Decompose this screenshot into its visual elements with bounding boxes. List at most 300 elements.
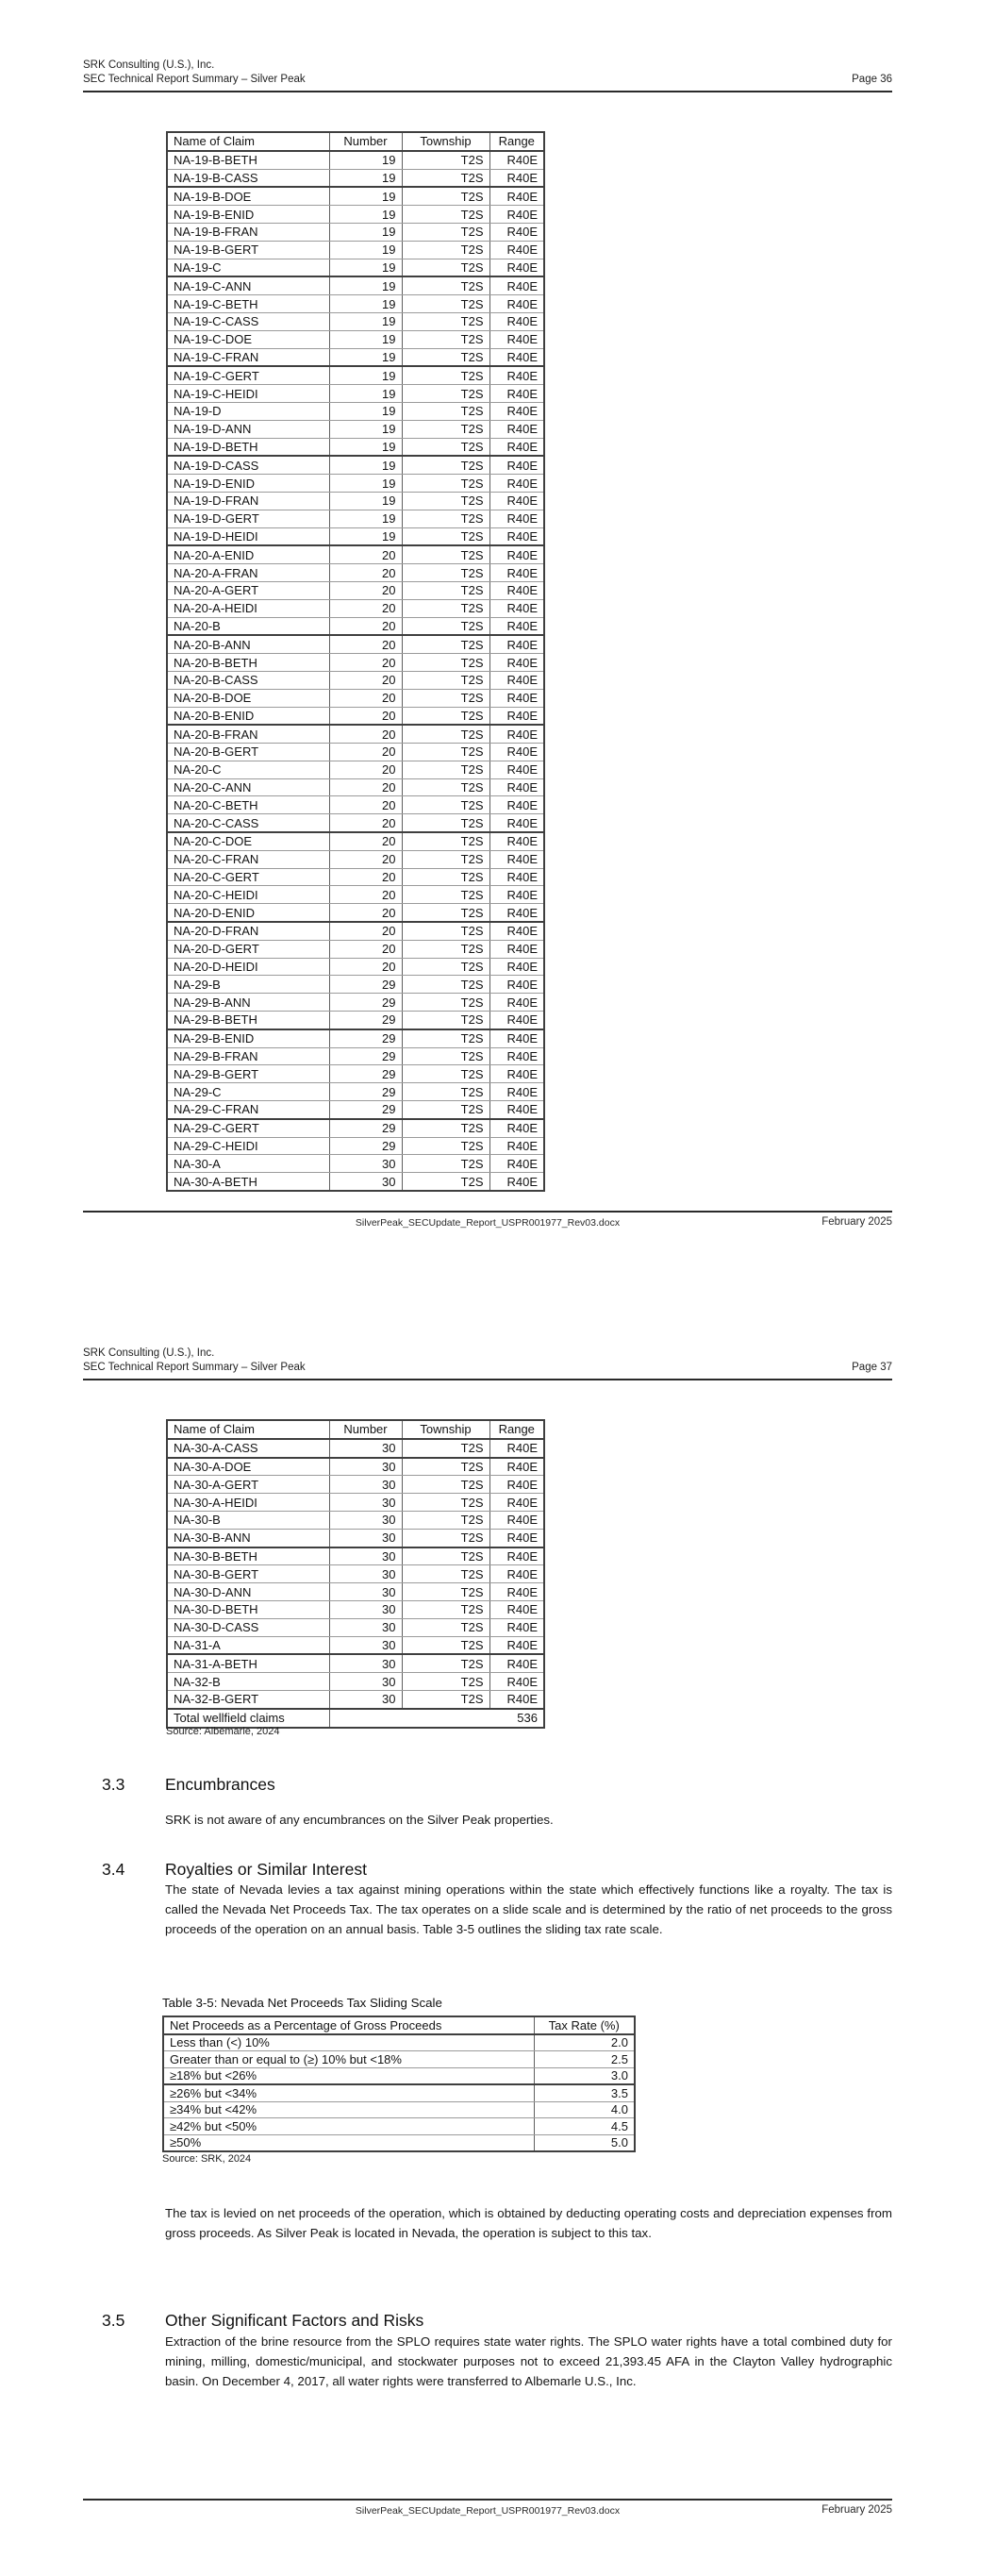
- cell: R40E: [489, 241, 544, 259]
- cell: R40E: [489, 1600, 544, 1618]
- table-row: [167, 492, 544, 510]
- cell: NA-20-C-ANN: [167, 778, 329, 796]
- table-row: [167, 1047, 544, 1065]
- cell: T2S: [402, 1155, 489, 1173]
- cell: 3.0: [534, 2067, 635, 2084]
- cell: 20: [329, 599, 402, 617]
- cell: 20: [329, 778, 402, 796]
- cell: T2S: [402, 635, 489, 653]
- section-number: 3.4: [102, 1860, 125, 1879]
- cell: NA-19-B-ENID: [167, 206, 329, 224]
- cell: NA-30-A-BETH: [167, 1173, 329, 1191]
- page-number: Page 37: [852, 1362, 892, 1373]
- cell: R40E: [489, 1047, 544, 1065]
- cell: 2.5: [534, 2051, 635, 2068]
- total-row: [167, 1709, 544, 1728]
- cell: 20: [329, 744, 402, 761]
- cell: T2S: [402, 886, 489, 904]
- footer-date: February 2025: [821, 2504, 892, 2516]
- table-row: [167, 744, 544, 761]
- cell: T2S: [402, 564, 489, 582]
- cell: NA-30-A-CASS: [167, 1439, 329, 1458]
- header-report-title: [83, 73, 892, 87]
- page-header: [83, 1347, 892, 1380]
- cell: 30: [329, 1618, 402, 1636]
- cell: NA-20-B: [167, 617, 329, 635]
- cell: R40E: [489, 366, 544, 384]
- cell: T2S: [402, 976, 489, 994]
- cell: 29: [329, 1012, 402, 1029]
- cell: R40E: [489, 1137, 544, 1155]
- cell: NA-19-D-ENID: [167, 475, 329, 493]
- cell: R40E: [489, 1654, 544, 1672]
- cell: 29: [329, 994, 402, 1012]
- cell: T2S: [402, 1173, 489, 1191]
- cell: R40E: [489, 707, 544, 725]
- table-row: [167, 564, 544, 582]
- cell: NA-29-B: [167, 976, 329, 994]
- cell: 30: [329, 1458, 402, 1476]
- table-row: [167, 223, 544, 241]
- cell: R40E: [489, 475, 544, 493]
- cell: R40E: [489, 1155, 544, 1173]
- cell: 19: [329, 420, 402, 438]
- cell: NA-29-B-ANN: [167, 994, 329, 1012]
- cell: T2S: [402, 1618, 489, 1636]
- table-row: [167, 1029, 544, 1047]
- cell: NA-30-B: [167, 1511, 329, 1529]
- table-row: [167, 1654, 544, 1672]
- table-row: [167, 581, 544, 599]
- cell: NA-30-A-HEIDI: [167, 1494, 329, 1512]
- cell: 20: [329, 832, 402, 850]
- table-row: [167, 1636, 544, 1654]
- cell: NA-19-B-DOE: [167, 187, 329, 205]
- table-row: [167, 958, 544, 976]
- cell: ≥50%: [163, 2134, 534, 2151]
- cell: ≥18% but <26%: [163, 2067, 534, 2084]
- cell: NA-20-C-DOE: [167, 832, 329, 850]
- cell: R40E: [489, 510, 544, 527]
- cell: T2S: [402, 868, 489, 886]
- cell: NA-20-D-FRAN: [167, 922, 329, 940]
- cell: T2S: [402, 671, 489, 689]
- table-row: [167, 276, 544, 294]
- cell: 20: [329, 850, 402, 868]
- cell: NA-20-B-FRAN: [167, 725, 329, 743]
- cell: R40E: [489, 295, 544, 313]
- cell: 19: [329, 223, 402, 241]
- section-number: 3.5: [102, 2311, 125, 2330]
- cell: NA-20-B-BETH: [167, 654, 329, 672]
- cell: NA-31-A: [167, 1636, 329, 1654]
- table-row: [167, 259, 544, 276]
- cell: NA-20-C-BETH: [167, 796, 329, 814]
- cell: T2S: [402, 1047, 489, 1065]
- claims-table-source: Source: Albemarle, 2024: [166, 1726, 280, 1737]
- cell: 20: [329, 922, 402, 940]
- cell: T2S: [402, 1673, 489, 1691]
- cell: NA-29-C: [167, 1083, 329, 1101]
- table-row: [167, 654, 544, 672]
- cell: T2S: [402, 492, 489, 510]
- table-row: [167, 385, 544, 403]
- cell: R40E: [489, 689, 544, 707]
- cell: NA-30-A-DOE: [167, 1458, 329, 1476]
- cell: R40E: [489, 1083, 544, 1101]
- cell: T2S: [402, 330, 489, 348]
- cell: NA-30-A-GERT: [167, 1476, 329, 1494]
- cell: T2S: [402, 778, 489, 796]
- cell: R40E: [489, 832, 544, 850]
- cell: R40E: [489, 1458, 544, 1476]
- table-row: [167, 545, 544, 563]
- table-row: [167, 206, 544, 224]
- cell: 19: [329, 348, 402, 366]
- cell: NA-19-B-BETH: [167, 151, 329, 169]
- table-row: [163, 2051, 635, 2068]
- cell: 19: [329, 312, 402, 330]
- table-row: [167, 1600, 544, 1618]
- cell: NA-29-C-HEIDI: [167, 1137, 329, 1155]
- cell: T2S: [402, 1565, 489, 1583]
- cell: NA-19-D: [167, 402, 329, 420]
- table-row: [167, 1618, 544, 1636]
- cell: T2S: [402, 187, 489, 205]
- cell: T2S: [402, 1547, 489, 1565]
- cell: 4.5: [534, 2118, 635, 2135]
- cell: 20: [329, 707, 402, 725]
- cell: T2S: [402, 814, 489, 832]
- cell: R40E: [489, 635, 544, 653]
- table-row: [167, 330, 544, 348]
- cell: 5.0: [534, 2134, 635, 2151]
- cell: R40E: [489, 958, 544, 976]
- cell: R40E: [489, 276, 544, 294]
- table-row: [167, 348, 544, 366]
- cell: T2S: [402, 1065, 489, 1083]
- cell: R40E: [489, 1494, 544, 1512]
- cell: 20: [329, 689, 402, 707]
- cell: T2S: [402, 1083, 489, 1101]
- table-row: [167, 976, 544, 994]
- cell: R40E: [489, 1618, 544, 1636]
- table-row: [167, 904, 544, 922]
- section-title: Encumbrances: [165, 1775, 275, 1794]
- cell: 30: [329, 1600, 402, 1618]
- table-row: [167, 1101, 544, 1119]
- cell: 29: [329, 1047, 402, 1065]
- column-header: Tax Rate (%): [534, 2016, 635, 2034]
- total-value: 536: [329, 1709, 544, 1728]
- cell: T2S: [402, 1690, 489, 1708]
- table-row: [163, 2084, 635, 2101]
- cell: 29: [329, 1119, 402, 1137]
- table-row: [167, 886, 544, 904]
- table-row: [167, 1119, 544, 1137]
- cell: NA-29-C-FRAN: [167, 1101, 329, 1119]
- cell: 29: [329, 1065, 402, 1083]
- cell: 19: [329, 456, 402, 474]
- table-row: [167, 761, 544, 778]
- cell: NA-29-B-BETH: [167, 1012, 329, 1029]
- cell: T2S: [402, 617, 489, 635]
- cell: 20: [329, 635, 402, 653]
- table-row: [167, 922, 544, 940]
- cell: R40E: [489, 1583, 544, 1601]
- claims-table-page36: [166, 131, 545, 1192]
- cell: NA-20-A-HEIDI: [167, 599, 329, 617]
- cell: Less than (<) 10%: [163, 2034, 534, 2051]
- section-title: Other Significant Factors and Risks: [165, 2311, 424, 2330]
- table-row: [167, 814, 544, 832]
- cell: R40E: [489, 904, 544, 922]
- table-3-5-caption: Table 3-5: Nevada Net Proceeds Tax Sliding Scale: [162, 1996, 442, 2010]
- table-row: [167, 1547, 544, 1565]
- table-row: [167, 689, 544, 707]
- cell: T2S: [402, 1494, 489, 1512]
- cell: 19: [329, 475, 402, 493]
- cell: T2S: [402, 599, 489, 617]
- cell: 30: [329, 1155, 402, 1173]
- table-row: [167, 832, 544, 850]
- cell: T2S: [402, 1119, 489, 1137]
- cell: R40E: [489, 1636, 544, 1654]
- table-row: [167, 1583, 544, 1601]
- cell: NA-19-D-BETH: [167, 438, 329, 456]
- cell: 30: [329, 1439, 402, 1458]
- cell: T2S: [402, 527, 489, 545]
- table-row: [167, 402, 544, 420]
- table-row: [167, 850, 544, 868]
- cell: NA-32-B: [167, 1673, 329, 1691]
- cell: R40E: [489, 564, 544, 582]
- cell: NA-19-C-GERT: [167, 366, 329, 384]
- column-header: Range: [489, 132, 544, 151]
- cell: R40E: [489, 1565, 544, 1583]
- cell: NA-19-D-FRAN: [167, 492, 329, 510]
- table-row: [167, 1673, 544, 1691]
- cell: R40E: [489, 151, 544, 169]
- table-row: [167, 778, 544, 796]
- cell: 29: [329, 976, 402, 994]
- cell: R40E: [489, 671, 544, 689]
- cell: T2S: [402, 744, 489, 761]
- cell: NA-20-C-HEIDI: [167, 886, 329, 904]
- cell: R40E: [489, 259, 544, 276]
- cell: R40E: [489, 778, 544, 796]
- cell: 29: [329, 1029, 402, 1047]
- cell: R40E: [489, 994, 544, 1012]
- cell: ≥34% but <42%: [163, 2101, 534, 2118]
- cell: T2S: [402, 438, 489, 456]
- total-label: Total wellfield claims: [167, 1709, 329, 1728]
- cell: R40E: [489, 868, 544, 886]
- page-header: [83, 59, 892, 92]
- cell: 19: [329, 402, 402, 420]
- header-company: SRK Consulting (U.S.), Inc.: [83, 59, 215, 71]
- table-row: [167, 868, 544, 886]
- cell: R40E: [489, 1529, 544, 1547]
- cell: R40E: [489, 1029, 544, 1047]
- cell: NA-19-D-HEIDI: [167, 527, 329, 545]
- cell: 3.5: [534, 2084, 635, 2101]
- cell: 19: [329, 206, 402, 224]
- cell: R40E: [489, 402, 544, 420]
- cell: NA-19-D-ANN: [167, 420, 329, 438]
- cell: R40E: [489, 725, 544, 743]
- cell: R40E: [489, 1173, 544, 1191]
- table-row: [167, 994, 544, 1012]
- cell: T2S: [402, 654, 489, 672]
- table-header-row: [167, 132, 544, 151]
- section-title: Royalties or Similar Interest: [165, 1860, 367, 1879]
- cell: T2S: [402, 259, 489, 276]
- cell: T2S: [402, 276, 489, 294]
- tax-table-source: Source: SRK, 2024: [162, 2153, 252, 2165]
- cell: T2S: [402, 456, 489, 474]
- cell: R40E: [489, 206, 544, 224]
- cell: R40E: [489, 420, 544, 438]
- cell: NA-31-A-BETH: [167, 1654, 329, 1672]
- cell: R40E: [489, 814, 544, 832]
- page-number: Page 36: [852, 74, 892, 85]
- cell: R40E: [489, 976, 544, 994]
- cell: T2S: [402, 940, 489, 958]
- section-3-4-body2: The tax is levied on net proceeds of the operation, which is obtained by deducting operating costs and depreciation expenses from gross proceeds. As Silver Peak is located in Nevada, the operation is subject to this tax.: [165, 2206, 892, 2240]
- table-row: [167, 599, 544, 617]
- cell: 20: [329, 886, 402, 904]
- cell: R40E: [489, 1476, 544, 1494]
- cell: R40E: [489, 1439, 544, 1458]
- cell: 19: [329, 527, 402, 545]
- table-row: [167, 635, 544, 653]
- table-row: [167, 1529, 544, 1547]
- cell: NA-20-B-CASS: [167, 671, 329, 689]
- cell: R40E: [489, 187, 544, 205]
- cell: 20: [329, 796, 402, 814]
- tax-table: [162, 2016, 636, 2152]
- header-title-text: SEC Technical Report Summary – Silver Peak: [83, 74, 306, 85]
- cell: T2S: [402, 922, 489, 940]
- cell: 19: [329, 241, 402, 259]
- cell: R40E: [489, 527, 544, 545]
- section-3-3-heading: [102, 1775, 275, 1795]
- cell: ≥42% but <50%: [163, 2118, 534, 2135]
- table-row: [167, 1565, 544, 1583]
- table-row: [167, 527, 544, 545]
- table-row: [167, 1439, 544, 1458]
- cell: T2S: [402, 958, 489, 976]
- table-row: [167, 1494, 544, 1512]
- cell: NA-19-C-BETH: [167, 295, 329, 313]
- cell: NA-30-A: [167, 1155, 329, 1173]
- cell: NA-30-D-ANN: [167, 1583, 329, 1601]
- cell: 30: [329, 1494, 402, 1512]
- cell: NA-19-C-ANN: [167, 276, 329, 294]
- column-header: Township: [402, 132, 489, 151]
- cell: R40E: [489, 1101, 544, 1119]
- cell: 20: [329, 868, 402, 886]
- cell: NA-19-C-CASS: [167, 312, 329, 330]
- cell: R40E: [489, 1673, 544, 1691]
- cell: R40E: [489, 492, 544, 510]
- table-row: [167, 1083, 544, 1101]
- cell: T2S: [402, 223, 489, 241]
- table-row: [167, 1137, 544, 1155]
- cell: R40E: [489, 581, 544, 599]
- cell: 19: [329, 492, 402, 510]
- header-report-title: [83, 1361, 892, 1375]
- cell: 30: [329, 1529, 402, 1547]
- cell: NA-30-D-BETH: [167, 1600, 329, 1618]
- cell: NA-20-B-GERT: [167, 744, 329, 761]
- cell: NA-19-B-FRAN: [167, 223, 329, 241]
- claims-table-page37: [166, 1419, 545, 1729]
- section-3-4-heading: [102, 1860, 367, 1880]
- cell: T2S: [402, 1439, 489, 1458]
- cell: 4.0: [534, 2101, 635, 2118]
- table-row: [167, 1065, 544, 1083]
- cell: T2S: [402, 581, 489, 599]
- cell: T2S: [402, 206, 489, 224]
- cell: T2S: [402, 1029, 489, 1047]
- table-header-row: [167, 1420, 544, 1439]
- cell: 30: [329, 1173, 402, 1191]
- cell: 19: [329, 276, 402, 294]
- cell: 30: [329, 1476, 402, 1494]
- section-3-5-body: Extraction of the brine resource from the SPLO requires state water rights. The SPLO water rights have a total combined duty for mining, milling, domestic/municipal, and stockwater purposes not to exceed 21,393.45 AFA in the Clayton Valley hydrographic basin. On December 4, 2017, all water rights were transferred to Albemarle U.S., Inc.: [165, 2334, 892, 2388]
- cell: R40E: [489, 599, 544, 617]
- cell: T2S: [402, 366, 489, 384]
- table-row: [163, 2034, 635, 2051]
- cell: 30: [329, 1547, 402, 1565]
- cell: NA-20-B-ANN: [167, 635, 329, 653]
- cell: 19: [329, 259, 402, 276]
- column-header: Name of Claim: [167, 1420, 329, 1439]
- cell: R40E: [489, 169, 544, 187]
- cell: 20: [329, 761, 402, 778]
- cell: NA-30-D-CASS: [167, 1618, 329, 1636]
- cell: T2S: [402, 761, 489, 778]
- table-row: [167, 940, 544, 958]
- column-header: Net Proceeds as a Percentage of Gross Proceeds: [163, 2016, 534, 2034]
- footer-filename: SilverPeak_SECUpdate_Report_USPR001977_Rev03.docx: [355, 1217, 621, 1229]
- table-header-row: [163, 2016, 635, 2034]
- cell: R40E: [489, 744, 544, 761]
- cell: 19: [329, 169, 402, 187]
- cell: T2S: [402, 994, 489, 1012]
- cell: 19: [329, 330, 402, 348]
- cell: R40E: [489, 223, 544, 241]
- cell: R40E: [489, 654, 544, 672]
- cell: NA-19-D-CASS: [167, 456, 329, 474]
- cell: NA-20-B-ENID: [167, 707, 329, 725]
- cell: 30: [329, 1565, 402, 1583]
- cell: NA-20-A-FRAN: [167, 564, 329, 582]
- page-37: [0, 1288, 995, 2576]
- cell: R40E: [489, 886, 544, 904]
- column-header: Township: [402, 1420, 489, 1439]
- cell: 29: [329, 1101, 402, 1119]
- cell: T2S: [402, 1101, 489, 1119]
- cell: NA-19-B-GERT: [167, 241, 329, 259]
- cell: T2S: [402, 1511, 489, 1529]
- cell: T2S: [402, 295, 489, 313]
- table-row: [167, 1690, 544, 1708]
- cell: T2S: [402, 850, 489, 868]
- table-row: [167, 617, 544, 635]
